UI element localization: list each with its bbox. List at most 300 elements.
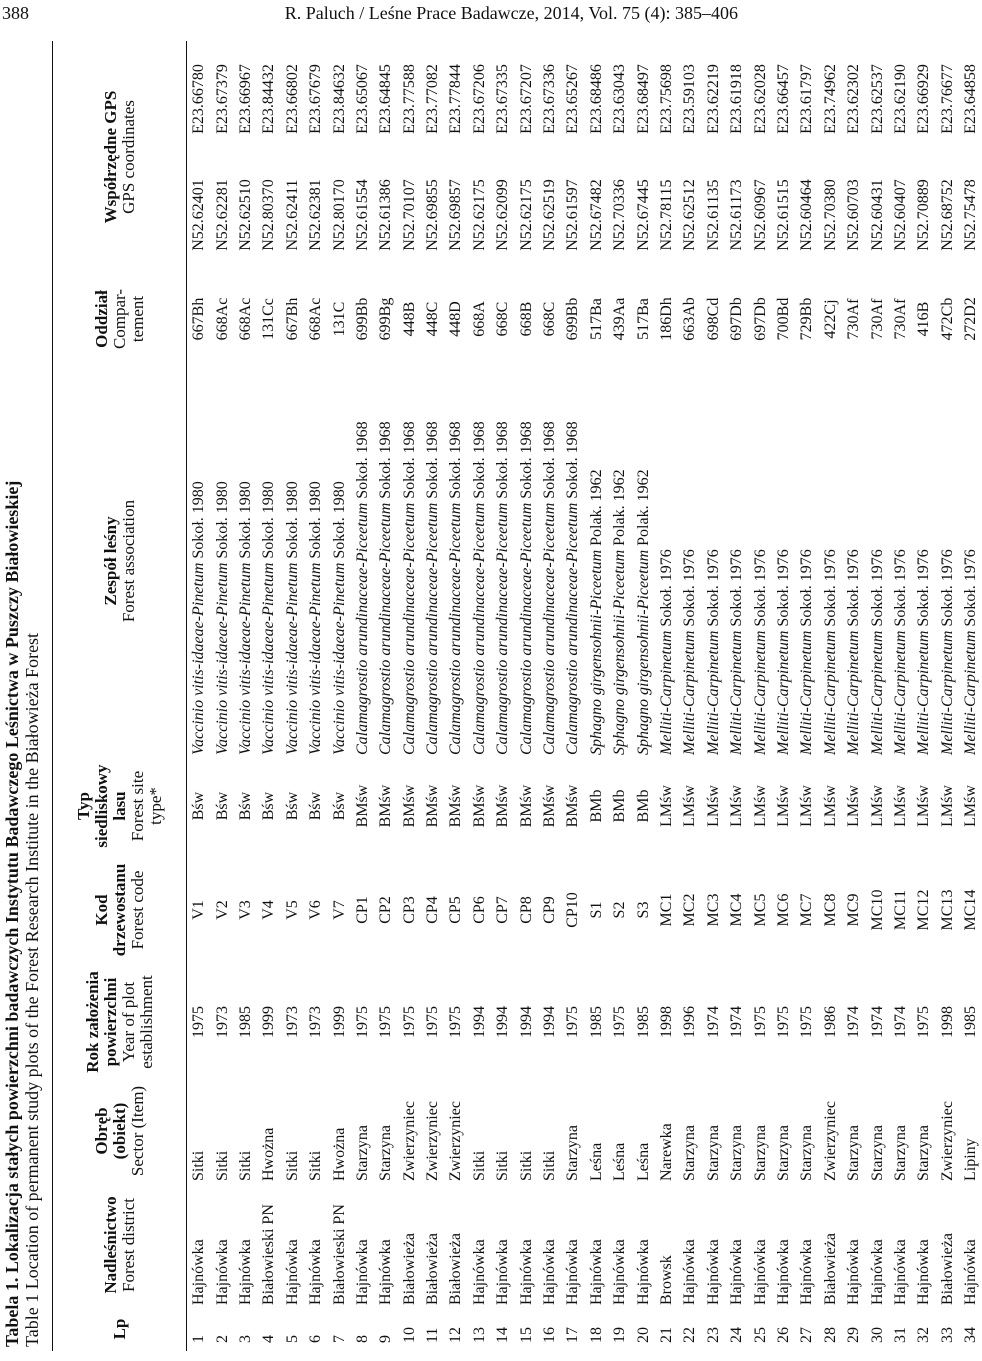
- cell-compartment: 668Ac: [307, 297, 325, 341]
- cell-latitude: N52.60407: [891, 179, 909, 251]
- cell-compartment: 439Aa: [611, 297, 629, 341]
- cell-longitude: E23.66802: [283, 64, 301, 134]
- cell-forest-district: Hajnówka: [891, 1239, 909, 1305]
- cell-site-type: BMśw: [541, 784, 559, 828]
- table-row: [468, 41, 491, 1351]
- cell-forest-code: V1: [190, 900, 208, 920]
- caption-polish: Tabela 1. Lokalizacja stałych powierzchni badawczych Instytutu Badawczego Leśnictwa w Puszczy Białowieskiej: [2, 480, 22, 1347]
- cell-forest-district: Hajnówka: [353, 1239, 371, 1305]
- association-latin-name: Vaccinio vitis-idaeae-Pinetum: [260, 562, 278, 755]
- cell-year: 1994: [541, 1006, 559, 1038]
- table-row: [702, 41, 725, 1351]
- cell-lp: 13: [470, 1327, 488, 1343]
- cell-compartment: 668C: [494, 301, 512, 337]
- table-row: [608, 41, 631, 1351]
- cell-compartment: 729Bb: [798, 297, 816, 341]
- cell-site-type: BMśw: [353, 784, 371, 828]
- cell-latitude: N52.60431: [868, 179, 886, 251]
- association-author: Sokoł. 1976: [821, 549, 839, 627]
- table-row: [304, 41, 327, 1351]
- cell-sector: Starzyna: [377, 1125, 395, 1181]
- cell-forest-district: Hajnówka: [798, 1239, 816, 1305]
- association-latin-name: Vaccinio vitis-idaeae-Pinetum: [307, 562, 325, 755]
- cell-longitude: E23.61918: [728, 64, 746, 134]
- cell-latitude: N52.70107: [400, 179, 418, 251]
- cell-year: 1996: [681, 1006, 699, 1038]
- cell-sector: Starzyna: [868, 1125, 886, 1181]
- cell-site-type: BMśw: [377, 784, 395, 828]
- cell-sector: Leśna: [611, 1142, 629, 1181]
- cell-forest-association: [819, 365, 842, 757]
- cell-forest-code: CP9: [541, 896, 559, 924]
- cell-latitude: N52.70336: [611, 179, 629, 251]
- cell-forest-association: [702, 365, 725, 757]
- association-latin-name: Calamagrostio arundinaceae-Piceetum: [494, 502, 512, 755]
- cell-lp: 26: [774, 1327, 792, 1343]
- cell-latitude: N52.62175: [517, 179, 535, 251]
- cell-forest-code: MC14: [962, 889, 980, 931]
- cell-forest-district: Białowieża: [821, 1233, 839, 1305]
- cell-site-type: LMśw: [891, 785, 909, 827]
- association-author: Sokoł. 1976: [845, 549, 863, 627]
- header-forest-district: Nadleśnictwo Forest district: [100, 1196, 138, 1294]
- cell-lp: 15: [517, 1327, 535, 1343]
- table-row: [351, 41, 374, 1351]
- cell-forest-association: [748, 365, 771, 757]
- cell-forest-code: V6: [307, 900, 325, 920]
- association-latin-name: Melliti-Carpinetum: [704, 630, 722, 755]
- table-row: [444, 41, 467, 1351]
- cell-compartment: 698Cd: [704, 297, 722, 341]
- table-row: [538, 41, 561, 1351]
- cell-lp: 19: [611, 1327, 629, 1343]
- table-row: [772, 41, 795, 1351]
- association-latin-name: Calamagrostio arundinaceae-Piceetum: [353, 502, 371, 755]
- cell-forest-district: Hajnówka: [236, 1239, 254, 1305]
- cell-forest-code: CP10: [564, 892, 582, 928]
- cell-site-type: Bśw: [330, 791, 348, 821]
- association-latin-name: Calamagrostio arundinaceae-Piceetum: [447, 502, 465, 755]
- association-author: Sokoł. 1976: [728, 549, 746, 627]
- cell-year: 1985: [236, 1006, 254, 1038]
- table-row: [327, 41, 350, 1351]
- cell-forest-district: Hajnówka: [517, 1239, 535, 1305]
- cell-lp: 30: [868, 1327, 886, 1343]
- cell-year: 1973: [283, 1006, 301, 1038]
- cell-latitude: N52.61386: [377, 179, 395, 251]
- association-latin-name: Calamagrostio arundinaceae-Piceetum: [377, 502, 395, 755]
- association-latin-name: Melliti-Carpinetum: [681, 630, 699, 755]
- cell-sector: Sitki: [283, 1150, 301, 1181]
- cell-compartment: 697Db: [728, 297, 746, 341]
- cell-forest-code: MC4: [728, 893, 746, 927]
- cell-forest-district: Hajnówka: [751, 1239, 769, 1305]
- cell-year: 1985: [634, 1006, 652, 1038]
- association-author: Sokoł. 1976: [751, 549, 769, 627]
- cell-sector: Sitki: [307, 1150, 325, 1181]
- cell-site-type: LMśw: [728, 785, 746, 827]
- cell-forest-code: MC10: [868, 889, 886, 931]
- cell-sector: Zwierzyniec: [400, 1101, 418, 1181]
- table-row: [631, 41, 654, 1351]
- cell-latitude: N52.61135: [704, 179, 722, 251]
- cell-sector: Lipiny: [962, 1138, 980, 1181]
- table-row: [912, 41, 935, 1351]
- association-author: Sokoł. 1980: [236, 481, 254, 559]
- cell-sector: Sitki: [213, 1150, 231, 1181]
- cell-forest-code: MC13: [938, 889, 956, 931]
- cell-lp: 2: [213, 1335, 231, 1343]
- cell-site-type: LMśw: [798, 785, 816, 827]
- cell-year: 1974: [845, 1006, 863, 1038]
- cell-longitude: E23.75698: [658, 64, 675, 134]
- header-lp: Lp: [109, 1318, 129, 1340]
- cell-forest-code: V7: [330, 900, 348, 920]
- cell-compartment: 730Af: [845, 298, 863, 340]
- cell-forest-district: Hajnówka: [190, 1239, 208, 1305]
- association-author: Sokoł. 1976: [798, 549, 816, 627]
- cell-year: 1973: [213, 1006, 231, 1038]
- cell-compartment: 416B: [915, 301, 933, 337]
- cell-year: 1994: [517, 1006, 535, 1038]
- cell-forest-association: [210, 365, 233, 757]
- cell-forest-code: CP5: [447, 896, 465, 924]
- association-author: Sokoł. 1976: [891, 549, 909, 627]
- cell-forest-district: Białowieski PN: [260, 1204, 278, 1305]
- cell-lp: 10: [400, 1327, 418, 1343]
- association-latin-name: Calamagrostio arundinaceae-Piceetum: [470, 502, 488, 755]
- cell-latitude: N52.75478: [962, 179, 980, 251]
- cell-year: 1985: [962, 1006, 980, 1038]
- cell-compartment: 699Bb: [353, 297, 371, 341]
- cell-forest-code: CP8: [517, 896, 535, 924]
- cell-lp: 9: [377, 1335, 395, 1343]
- cell-compartment: 699Bb: [564, 297, 582, 341]
- cell-forest-code: MC2: [681, 893, 699, 927]
- cell-latitude: N52.62510: [236, 179, 254, 251]
- cell-forest-association: [514, 365, 537, 757]
- cell-lp: 25: [751, 1327, 769, 1343]
- cell-year: 1974: [704, 1006, 722, 1038]
- cell-forest-code: CP3: [400, 896, 418, 924]
- cell-site-type: Bśw: [190, 791, 208, 821]
- cell-forest-district: Hajnówka: [283, 1239, 301, 1305]
- association-author: Sokoł. 1976: [938, 549, 956, 627]
- association-author: Sokoł. 1976: [868, 549, 886, 627]
- cell-compartment: 699Bg: [377, 297, 395, 341]
- cell-longitude: E23.68497: [634, 64, 652, 134]
- cell-forest-district: Hajnówka: [587, 1239, 605, 1305]
- cell-forest-association: [889, 365, 912, 757]
- cell-sector: Hwożna: [330, 1127, 348, 1181]
- cell-site-type: LMśw: [938, 785, 956, 827]
- cell-lp: 16: [541, 1327, 559, 1343]
- header-site-type: Typ siedliskowy lasu Forest site type*: [73, 764, 165, 848]
- association-author: Sokoł. 1968: [517, 421, 535, 499]
- cell-latitude: N52.80370: [260, 179, 278, 251]
- association-latin-name: Sphagno girgensohnii-Piceetum: [634, 549, 652, 755]
- cell-forest-code: MC11: [891, 889, 909, 931]
- cell-sector: Leśna: [587, 1142, 605, 1181]
- association-latin-name: Vaccinio vitis-idaeae-Pinetum: [236, 562, 254, 755]
- cell-forest-district: Białowieża: [424, 1233, 442, 1305]
- cell-longitude: E23.65067: [353, 64, 371, 134]
- cell-lp: 22: [681, 1327, 699, 1343]
- cell-latitude: N52.60464: [798, 179, 816, 251]
- cell-lp: 5: [283, 1335, 301, 1343]
- cell-lp: 8: [353, 1335, 371, 1343]
- cell-forest-district: Hajnówka: [564, 1239, 582, 1305]
- cell-forest-district: Białowieża: [400, 1233, 418, 1305]
- cell-forest-association: [281, 365, 304, 757]
- cell-forest-code: CP2: [377, 896, 395, 924]
- association-latin-name: Calamagrostio arundinaceae-Piceetum: [517, 502, 535, 755]
- cell-year: 1975: [798, 1006, 816, 1038]
- cell-sector: Zwierzyniec: [447, 1101, 465, 1181]
- cell-latitude: N52.80170: [330, 179, 348, 251]
- cell-longitude: E23.67336: [541, 64, 559, 134]
- cell-lp: 20: [634, 1327, 652, 1343]
- cell-longitude: E23.62537: [868, 64, 886, 134]
- association-latin-name: Vaccinio vitis-idaeae-Pinetum: [283, 562, 301, 755]
- cell-longitude: E23.64858: [962, 64, 980, 134]
- table-body: [187, 41, 982, 1351]
- cell-sector: Starzyna: [353, 1125, 371, 1181]
- cell-longitude: E23.77588: [400, 64, 418, 134]
- association-author: Sokoł. 1980: [213, 481, 231, 559]
- table-row: [585, 41, 608, 1351]
- cell-year: 1998: [938, 1006, 956, 1038]
- cell-year: 1975: [611, 1006, 629, 1038]
- table-header: [53, 41, 187, 1351]
- cell-lp: 7: [330, 1335, 348, 1343]
- cell-forest-district: Hajnówka: [845, 1239, 863, 1305]
- cell-lp: 24: [728, 1327, 746, 1343]
- table-row: [655, 41, 678, 1351]
- cell-year: 1994: [470, 1006, 488, 1038]
- association-author: Sokoł. 1968: [424, 421, 442, 499]
- cell-sector: Starzyna: [728, 1125, 746, 1181]
- header-year: Rok założenia powierzchni Year of plot establishment: [82, 971, 156, 1073]
- cell-year: 1975: [424, 1006, 442, 1038]
- cell-site-type: Bśw: [307, 791, 325, 821]
- cell-compartment: 422Cj: [821, 299, 839, 339]
- cell-latitude: N52.62099: [494, 179, 512, 251]
- cell-lp: 23: [704, 1327, 722, 1343]
- cell-forest-district: Hajnówka: [213, 1239, 231, 1305]
- association-latin-name: Melliti-Carpinetum: [774, 630, 792, 755]
- cell-forest-association: [725, 365, 748, 757]
- cell-site-type: Bśw: [260, 791, 278, 821]
- cell-compartment: 448B: [400, 301, 418, 337]
- table-row: [187, 41, 211, 1351]
- cell-forest-association: [865, 365, 888, 757]
- cell-longitude: E23.64845: [377, 64, 395, 134]
- cell-lp: 17: [564, 1327, 582, 1343]
- association-author: Sokoł. 1968: [494, 421, 512, 499]
- cell-sector: Starzyna: [681, 1125, 699, 1181]
- cell-latitude: N52.67445: [634, 179, 652, 251]
- cell-longitude: E23.66780: [190, 64, 208, 134]
- cell-site-type: LMśw: [658, 785, 675, 827]
- rotated-table-page: [0, 41, 980, 1351]
- cell-year: 1974: [728, 1006, 746, 1038]
- cell-forest-association: [304, 365, 327, 757]
- cell-forest-district: Hajnówka: [377, 1239, 395, 1305]
- cell-latitude: N52.69855: [424, 179, 442, 251]
- cell-latitude: N52.78115: [658, 179, 675, 251]
- cell-year: 1994: [494, 1006, 512, 1038]
- cell-forest-code: MC7: [798, 893, 816, 927]
- table-row: [725, 41, 748, 1351]
- cell-latitude: N52.62519: [541, 179, 559, 251]
- association-author: Sokoł. 1968: [447, 421, 465, 499]
- cell-sector: Sitki: [470, 1150, 488, 1181]
- cell-site-type: LMśw: [751, 785, 769, 827]
- cell-forest-association: [795, 365, 818, 757]
- cell-forest-code: MC5: [751, 893, 769, 927]
- cell-year: 1986: [821, 1006, 839, 1038]
- cell-forest-district: Hajnówka: [541, 1239, 559, 1305]
- cell-year: 1975: [377, 1006, 395, 1038]
- cell-forest-association: [842, 365, 865, 757]
- cell-forest-association: [561, 365, 584, 757]
- header-sector: Obręb (obiekt) Sector (Item): [91, 1085, 147, 1177]
- cell-sector: Sitki: [494, 1150, 512, 1181]
- cell-latitude: N52.60967: [751, 179, 769, 251]
- association-author: Sokoł. 1968: [377, 421, 395, 499]
- cell-forest-district: Browsk: [658, 1255, 675, 1305]
- cell-forest-code: CP6: [470, 896, 488, 924]
- cell-lp: 1: [190, 1335, 208, 1343]
- cell-forest-district: Hajnówka: [681, 1239, 699, 1305]
- caption-english: Table 1 Location of permanent study plots of the Forest Research Institute in the Białowieża Forest: [22, 632, 42, 1347]
- cell-forest-code: MC6: [774, 893, 792, 927]
- cell-forest-district: Hajnówka: [915, 1239, 933, 1305]
- cell-sector: Sitki: [190, 1150, 208, 1181]
- cell-longitude: E23.65267: [564, 64, 582, 134]
- cell-forest-district: Hajnówka: [611, 1239, 629, 1305]
- table-caption: [2, 47, 42, 1347]
- cell-site-type: BMśw: [517, 784, 535, 828]
- table-row: [398, 41, 421, 1351]
- running-head: [0, 0, 960, 30]
- association-author: Sokoł. 1980: [260, 481, 278, 559]
- cell-sector: Starzyna: [891, 1125, 909, 1181]
- association-latin-name: Calamagrostio arundinaceae-Piceetum: [541, 502, 559, 755]
- cell-forest-district: Hajnówka: [307, 1239, 325, 1305]
- cell-site-type: LMśw: [915, 785, 933, 827]
- association-author: Polak. 1962: [587, 469, 605, 546]
- cell-forest-association: [678, 365, 701, 757]
- cell-site-type: LMśw: [962, 785, 980, 827]
- cell-year: 1974: [868, 1006, 886, 1038]
- cell-forest-code: MC3: [704, 893, 722, 927]
- cell-longitude: E23.84632: [330, 64, 348, 134]
- cell-forest-code: MC8: [821, 893, 839, 927]
- cell-sector: Starzyna: [915, 1125, 933, 1181]
- cell-compartment: 448C: [424, 301, 442, 337]
- cell-longitude: E23.66967: [236, 64, 254, 134]
- cell-longitude: E23.62219: [704, 64, 722, 134]
- cell-forest-association: [351, 365, 374, 757]
- table-row: [421, 41, 444, 1351]
- cell-compartment: 472Cb: [938, 297, 956, 341]
- cell-forest-code: V4: [260, 900, 278, 920]
- cell-latitude: N52.70380: [821, 179, 839, 251]
- cell-year: 1999: [260, 1006, 278, 1038]
- cell-compartment: 668B: [517, 301, 535, 337]
- cell-lp: 3: [236, 1335, 254, 1343]
- association-latin-name: Vaccinio vitis-idaeae-Pinetum: [190, 562, 208, 755]
- association-latin-name: Calamagrostio arundinaceae-Piceetum: [400, 502, 418, 755]
- cell-compartment: 700Bd: [774, 297, 792, 341]
- cell-longitude: E23.74962: [821, 64, 839, 134]
- header-gps: Współrzędne GPS GPS coordinates: [100, 90, 138, 224]
- cell-site-type: LMśw: [704, 785, 722, 827]
- association-latin-name: Melliti-Carpinetum: [962, 630, 980, 755]
- cell-longitude: E23.76677: [938, 64, 956, 134]
- cell-sector: Sitki: [236, 1150, 254, 1181]
- cell-longitude: E23.67379: [213, 64, 231, 134]
- cell-compartment: 663Ab: [681, 297, 699, 341]
- association-latin-name: Melliti-Carpinetum: [915, 630, 933, 755]
- cell-site-type: BMśw: [494, 784, 512, 828]
- cell-forest-district: Hajnówka: [634, 1239, 652, 1305]
- cell-lp: 11: [424, 1327, 442, 1343]
- cell-sector: Leśna: [634, 1142, 652, 1181]
- cell-compartment: 667Bh: [283, 297, 301, 341]
- cell-compartment: 272D2: [962, 297, 980, 341]
- table-row: [210, 41, 233, 1351]
- cell-forest-association: [257, 365, 280, 757]
- cell-year: 1975: [915, 1006, 933, 1038]
- association-author: Sokoł. 1976: [962, 549, 980, 627]
- cell-compartment: 730Af: [891, 298, 909, 340]
- cell-forest-association: [234, 365, 257, 757]
- cell-latitude: N52.62411: [283, 179, 301, 251]
- cell-longitude: E23.61797: [798, 64, 816, 134]
- header-forest-code: Kod drzewostanu Forest code: [91, 863, 147, 957]
- association-author: Sokoł. 1976: [774, 549, 792, 627]
- association-latin-name: Melliti-Carpinetum: [891, 630, 909, 755]
- cell-compartment: 667Bh: [190, 297, 208, 341]
- cell-forest-code: S2: [611, 901, 629, 919]
- association-latin-name: Vaccinio vitis-idaeae-Pinetum: [213, 562, 231, 755]
- cell-latitude: N52.60703: [845, 179, 863, 251]
- table-row: [819, 41, 842, 1351]
- association-author: Sokoł. 1976: [915, 549, 933, 627]
- cell-year: 1975: [774, 1006, 792, 1038]
- cell-year: 1999: [330, 1006, 348, 1038]
- cell-forest-association: [187, 365, 211, 757]
- cell-forest-code: MC12: [915, 889, 933, 931]
- cell-latitude: N52.62401: [190, 179, 208, 251]
- association-author: Sokoł. 1976: [704, 549, 722, 627]
- header-compartment: Oddział Compar- tement: [91, 288, 147, 350]
- cell-forest-district: Hajnówka: [774, 1239, 792, 1305]
- cell-compartment: 517Ba: [634, 298, 652, 340]
- association-latin-name: Melliti-Carpinetum: [845, 630, 863, 755]
- cell-sector: Sitki: [541, 1150, 559, 1181]
- cell-forest-association: [631, 365, 654, 757]
- cell-site-type: Bśw: [213, 791, 231, 821]
- cell-latitude: N52.62281: [213, 179, 231, 251]
- cell-forest-association: [491, 365, 514, 757]
- cell-compartment: 668A: [470, 301, 488, 337]
- association-latin-name: Melliti-Carpinetum: [728, 630, 746, 755]
- cell-site-type: LMśw: [774, 785, 792, 827]
